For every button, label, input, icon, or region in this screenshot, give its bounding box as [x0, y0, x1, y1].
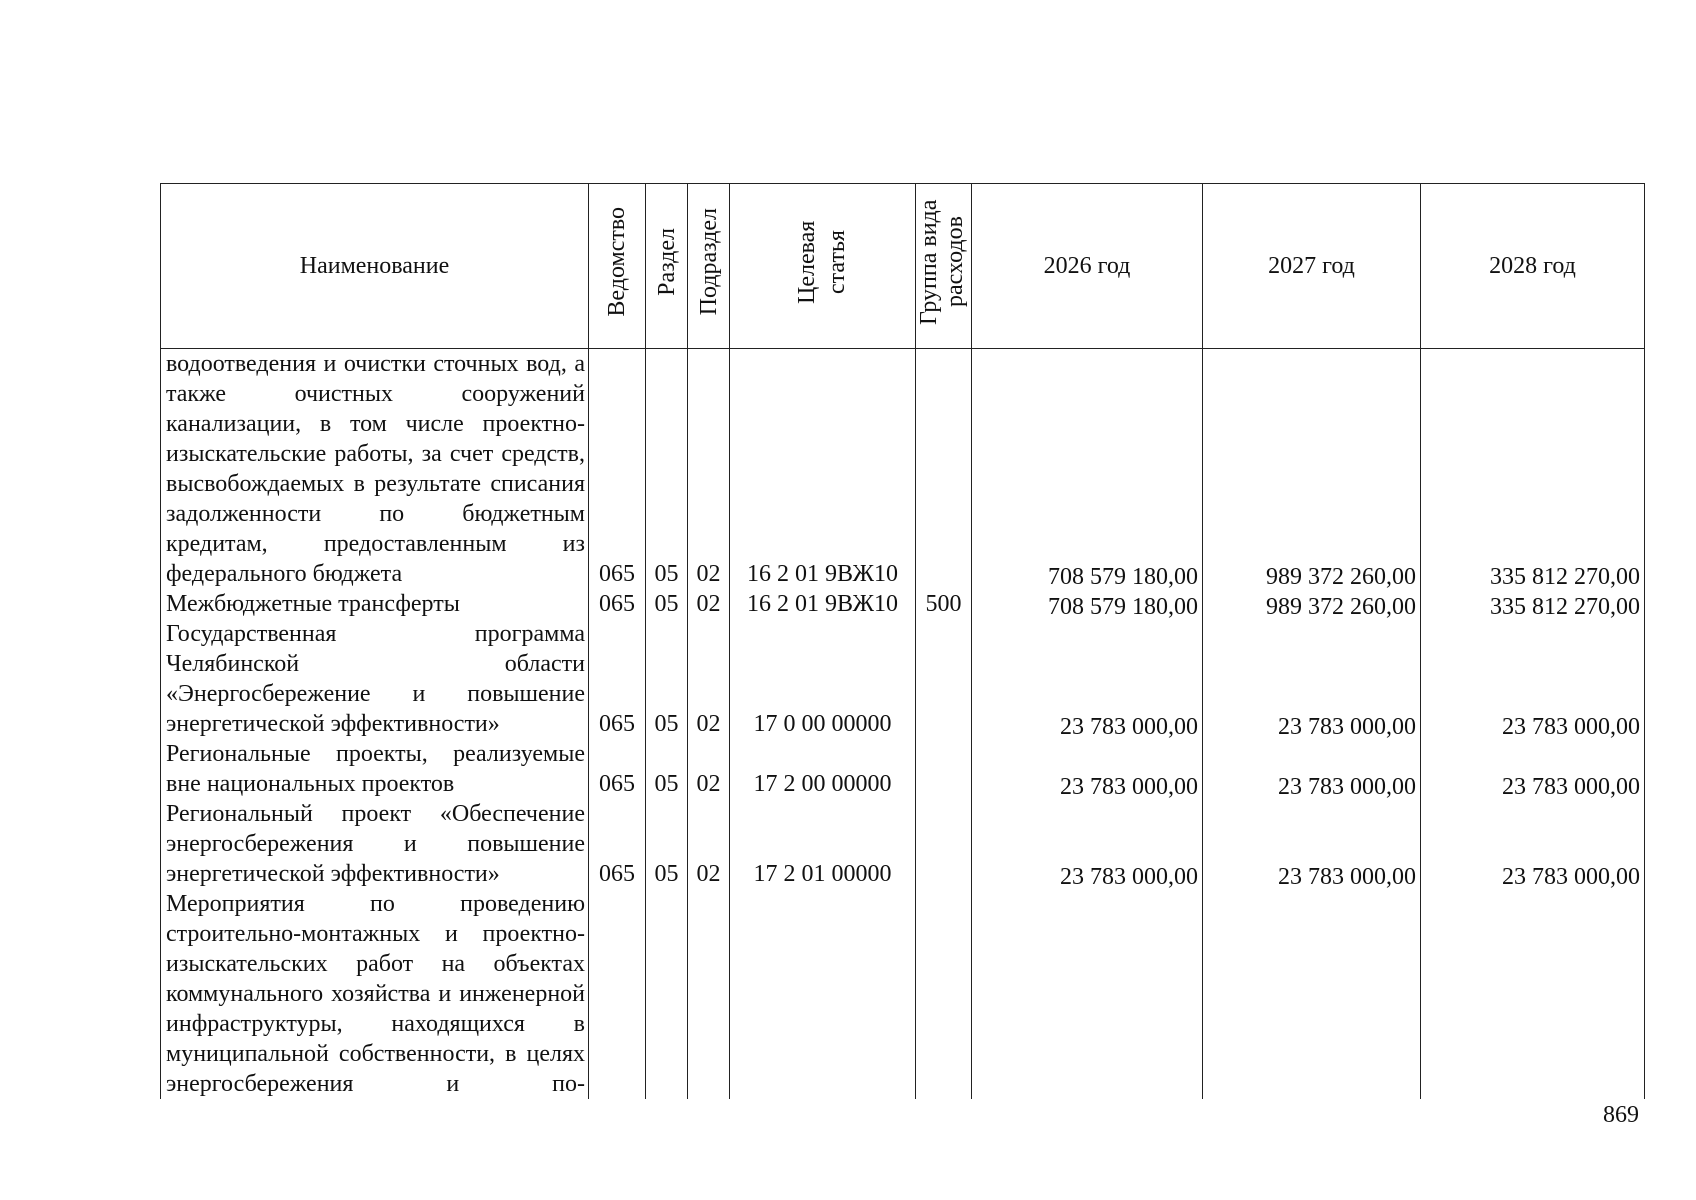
row-celevaya-statya	[730, 889, 916, 1099]
row-name: Региональный проект «Обеспечение энергосбережения и повышение энергетической эффективности»	[161, 799, 589, 889]
table-row	[161, 799, 1645, 889]
row-podrazdel: 02	[688, 349, 730, 590]
row-gruppa	[916, 619, 972, 739]
table-row	[161, 349, 1645, 590]
row-2028: 335 812 270,00	[1421, 589, 1645, 619]
row-2027: 23 783 000,00	[1203, 799, 1421, 889]
row-vedomstvo	[589, 889, 646, 1099]
page-number: 869	[1603, 1102, 1639, 1128]
row-razdel: 05	[646, 619, 688, 739]
header-2026: 2026 год	[972, 184, 1203, 349]
table-row	[161, 619, 1645, 739]
row-name: Региональные проекты, реализуемые вне национальных проектов	[161, 739, 589, 799]
header-name: Наименование	[161, 184, 589, 349]
row-podrazdel: 02	[688, 739, 730, 799]
row-2027: 23 783 000,00	[1203, 739, 1421, 799]
budget-table	[160, 183, 1645, 1099]
header-2028: 2028 год	[1421, 184, 1645, 349]
row-2026: 708 579 180,00	[972, 349, 1203, 590]
row-vedomstvo: 065	[589, 589, 646, 619]
row-celevaya-statya: 16 2 01 9ВЖ10	[730, 349, 916, 590]
header-row	[161, 184, 1645, 349]
row-2027: 989 372 260,00	[1203, 589, 1421, 619]
row-vedomstvo: 065	[589, 799, 646, 889]
table-row	[161, 589, 1645, 619]
row-gruppa	[916, 889, 972, 1099]
row-name: Мероприятия по проведению строительно-монтажных и проектно-изыскательских работ на объектах коммунального хозяйства и инженерной инфраструктуры, находящихся в муниципальной собственности, в целях энергосбережения и по-	[161, 889, 589, 1099]
row-gruppa	[916, 739, 972, 799]
row-celevaya-statya: 17 2 01 00000	[730, 799, 916, 889]
row-2027: 989 372 260,00	[1203, 349, 1421, 590]
row-podrazdel	[688, 889, 730, 1099]
row-podrazdel: 02	[688, 799, 730, 889]
row-name: Межбюджетные трансферты	[161, 589, 589, 619]
row-celevaya-statya: 17 2 00 00000	[730, 739, 916, 799]
row-celevaya-statya: 16 2 01 9ВЖ10	[730, 589, 916, 619]
row-2028: 23 783 000,00	[1421, 739, 1645, 799]
row-2027: 23 783 000,00	[1203, 619, 1421, 739]
row-2026: 708 579 180,00	[972, 589, 1203, 619]
header-celevaya-statya: Целевая статья	[730, 184, 916, 349]
header-vedomstvo: Ведомство	[589, 184, 646, 349]
row-razdel: 05	[646, 739, 688, 799]
row-2027	[1203, 889, 1421, 1099]
row-razdel: 05	[646, 349, 688, 590]
row-2026: 23 783 000,00	[972, 799, 1203, 889]
row-razdel: 05	[646, 589, 688, 619]
table-row	[161, 889, 1645, 1099]
row-gruppa: 500	[916, 589, 972, 619]
row-gruppa	[916, 349, 972, 590]
row-razdel: 05	[646, 799, 688, 889]
row-2026: 23 783 000,00	[972, 739, 1203, 799]
row-razdel	[646, 889, 688, 1099]
row-2028: 23 783 000,00	[1421, 619, 1645, 739]
header-gruppa-vida-rashodov: Группа вида расходов	[916, 184, 972, 349]
row-name: Государственная программа Челябинской области «Энергосбережение и повышение энергетической эффективности»	[161, 619, 589, 739]
row-2028: 335 812 270,00	[1421, 349, 1645, 590]
row-vedomstvo: 065	[589, 349, 646, 590]
header-2027: 2027 год	[1203, 184, 1421, 349]
row-gruppa	[916, 799, 972, 889]
row-2026: 23 783 000,00	[972, 619, 1203, 739]
row-podrazdel: 02	[688, 619, 730, 739]
header-razdel: Раздел	[646, 184, 688, 349]
row-2028: 23 783 000,00	[1421, 799, 1645, 889]
row-podrazdel: 02	[688, 589, 730, 619]
row-vedomstvo: 065	[589, 739, 646, 799]
row-2028	[1421, 889, 1645, 1099]
row-name: водоотведения и очистки сточных вод, а также очистных сооружений канализации, в том числе проектно-изыскательские работы, за счет средств, высвобождаемых в результате списания задолженности по бюджетным кредитам, предоставленным из федерального бюджета	[161, 349, 589, 590]
header-podrazdel: Подраздел	[688, 184, 730, 349]
row-celevaya-statya: 17 0 00 00000	[730, 619, 916, 739]
row-2026	[972, 889, 1203, 1099]
row-vedomstvo: 065	[589, 619, 646, 739]
table-row	[161, 739, 1645, 799]
